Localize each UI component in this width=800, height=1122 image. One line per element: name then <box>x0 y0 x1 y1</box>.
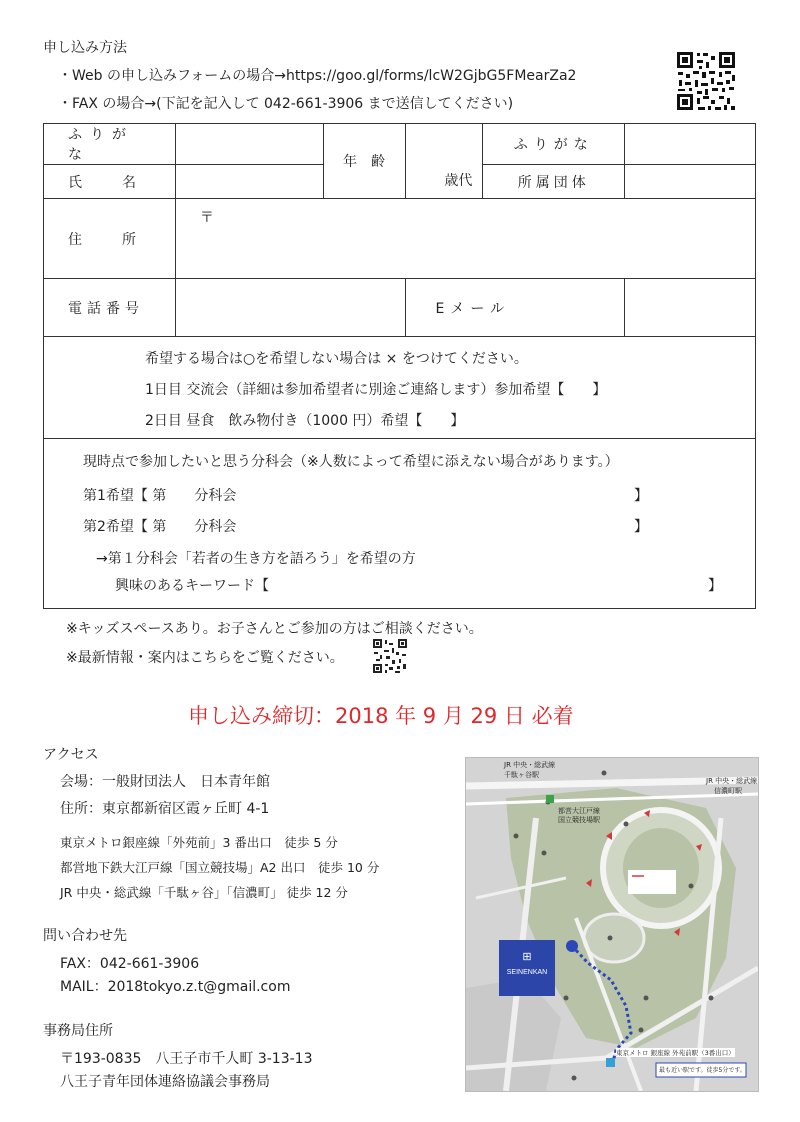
subgroup-cell <box>44 439 756 609</box>
phone-label-cell <box>44 279 176 337</box>
choice1-field[interactable]: 第1希望【 第 分科会 <box>83 488 237 504</box>
access-route-2: 都営地下鉄大江戸線「国立競技場」A2 出口 徒歩 10 分 <box>60 860 380 875</box>
arrow-note: →第１分科会「若者の生き方を語ろう」を希望の方 <box>96 551 416 567</box>
furigana2-label-cell <box>483 124 625 165</box>
access-route-3: JR 中央・総武線「千駄ヶ谷」「信濃町」 徒歩 12 分 <box>60 885 348 900</box>
qr-code-icon <box>675 50 737 112</box>
latest-note: ※最新情報・案内はこちらをご覧ください。 <box>66 650 344 666</box>
access-venue: 会場：一般財団法人 日本青年館 <box>60 774 270 790</box>
age-input[interactable] <box>405 124 483 199</box>
name-input[interactable] <box>175 165 323 199</box>
access-map[interactable] <box>465 757 759 1092</box>
choice2-field[interactable]: 第2希望【 第 分科会 <box>83 519 237 535</box>
hotel-name: SEINENKAN <box>506 969 548 976</box>
map-label-kokuritsu: 国立競技場駅 <box>558 816 600 824</box>
name-label: 氏 名 <box>68 174 140 191</box>
choice2-close: 】 <box>634 519 648 535</box>
phone-input[interactable] <box>175 279 405 337</box>
contact-mail[interactable]: MAIL：2018tokyo.z.t@gmail.com <box>60 979 291 995</box>
address-label-cell <box>44 199 176 279</box>
day2-option[interactable]: 2日目 昼食 飲み物付き（1000 円）希望【 】 <box>145 413 465 429</box>
age-label: 年 齢 <box>343 154 386 170</box>
org-label-cell <box>483 165 625 199</box>
postal-mark: 〒 <box>199 210 214 226</box>
map-canvas <box>466 758 758 1091</box>
hotel-badge <box>499 940 555 996</box>
access-route-1: 東京メトロ銀座線「外苑前」3 番出口 徒歩 5 分 <box>60 835 338 850</box>
org-input[interactable] <box>625 165 756 199</box>
kids-note: ※キッズスペースあり。お子さんとご参加の方はご相談ください。 <box>66 621 483 637</box>
map-label-walk: 最も近い駅です。徒歩5分です。 <box>659 1067 746 1074</box>
furigana-label: ふりがな <box>68 127 134 163</box>
phone-label: 電話番号 <box>68 300 144 317</box>
org-label: 所属団体 <box>517 174 590 191</box>
wish-cell <box>44 337 756 439</box>
email-label: Eメール <box>435 300 511 317</box>
email-label-cell <box>405 279 625 337</box>
choice1-close: 】 <box>634 488 648 504</box>
map-label-oedo: 都営大江戸線 <box>558 807 600 815</box>
office-postal: 〒193-0835 八王子市千人町 3-13-13 <box>60 1051 313 1067</box>
small-qr-code-icon[interactable] <box>372 638 408 674</box>
access-address: 住所：東京都新宿区霞ヶ丘町 4-1 <box>60 801 270 817</box>
day1-option[interactable]: 1日目 交流会（詳細は参加希望者に別途ご連絡します）参加希望【 】 <box>145 382 607 398</box>
keyword-field[interactable]: 興味のあるキーワード【 <box>115 578 269 594</box>
furigana-label-cell <box>44 124 176 165</box>
map-label-shinanomachi: 信濃町駅 <box>714 787 742 795</box>
wish-intro: 希望する場合は○を希望しない場合は × をつけてください。 <box>145 351 528 367</box>
subgroup-intro: 現時点で参加したいと思う分科会（※人数によって希望に添えない場合があります。） <box>83 454 619 470</box>
map-label-metro: 東京メトロ 銀座線 外苑前駅（3番出口） <box>616 1049 735 1057</box>
keyword-close: 】 <box>708 578 722 594</box>
apply-fax-line: ・FAX の場合→(下記を記入して 042-661-3906 まで送信してください) <box>58 96 514 112</box>
hotel-logo-icon: ⊞ <box>522 951 532 963</box>
office-name: 八王子青年団体連絡協議会事務局 <box>60 1074 270 1090</box>
age-label-cell <box>323 124 405 199</box>
email-input[interactable] <box>625 279 756 337</box>
furigana-input[interactable] <box>175 124 323 165</box>
contact-heading: 問い合わせ先 <box>43 928 127 944</box>
apply-web-line: ・Web の申し込みフォームの場合→https://goo.gl/forms/lcW2GjbG5FMearZa2 <box>58 68 577 84</box>
address-label: 住 所 <box>68 231 140 248</box>
map-label-jr-shinano: JR 中央・総武線 <box>706 777 758 785</box>
office-heading: 事務局住所 <box>43 1023 113 1039</box>
contact-fax: FAX：042-661-3906 <box>60 956 200 972</box>
map-label-jr-line: JR 中央・総武線 <box>504 761 556 769</box>
deadline-text: 申し込み締切：2018 年 9 月 29 日 必着 <box>188 704 574 728</box>
org-furigana-input[interactable] <box>625 124 756 165</box>
apply-heading: 申し込み方法 <box>43 40 127 56</box>
furigana2-label: ふりがな <box>513 137 594 153</box>
access-heading: アクセス <box>43 747 99 763</box>
application-form-table <box>43 123 756 609</box>
name-label-cell <box>44 165 176 199</box>
address-input[interactable] <box>175 199 755 279</box>
map-label-sendagaya: 千駄ヶ谷駅 <box>504 771 539 779</box>
age-unit: 歳代 <box>444 173 473 189</box>
